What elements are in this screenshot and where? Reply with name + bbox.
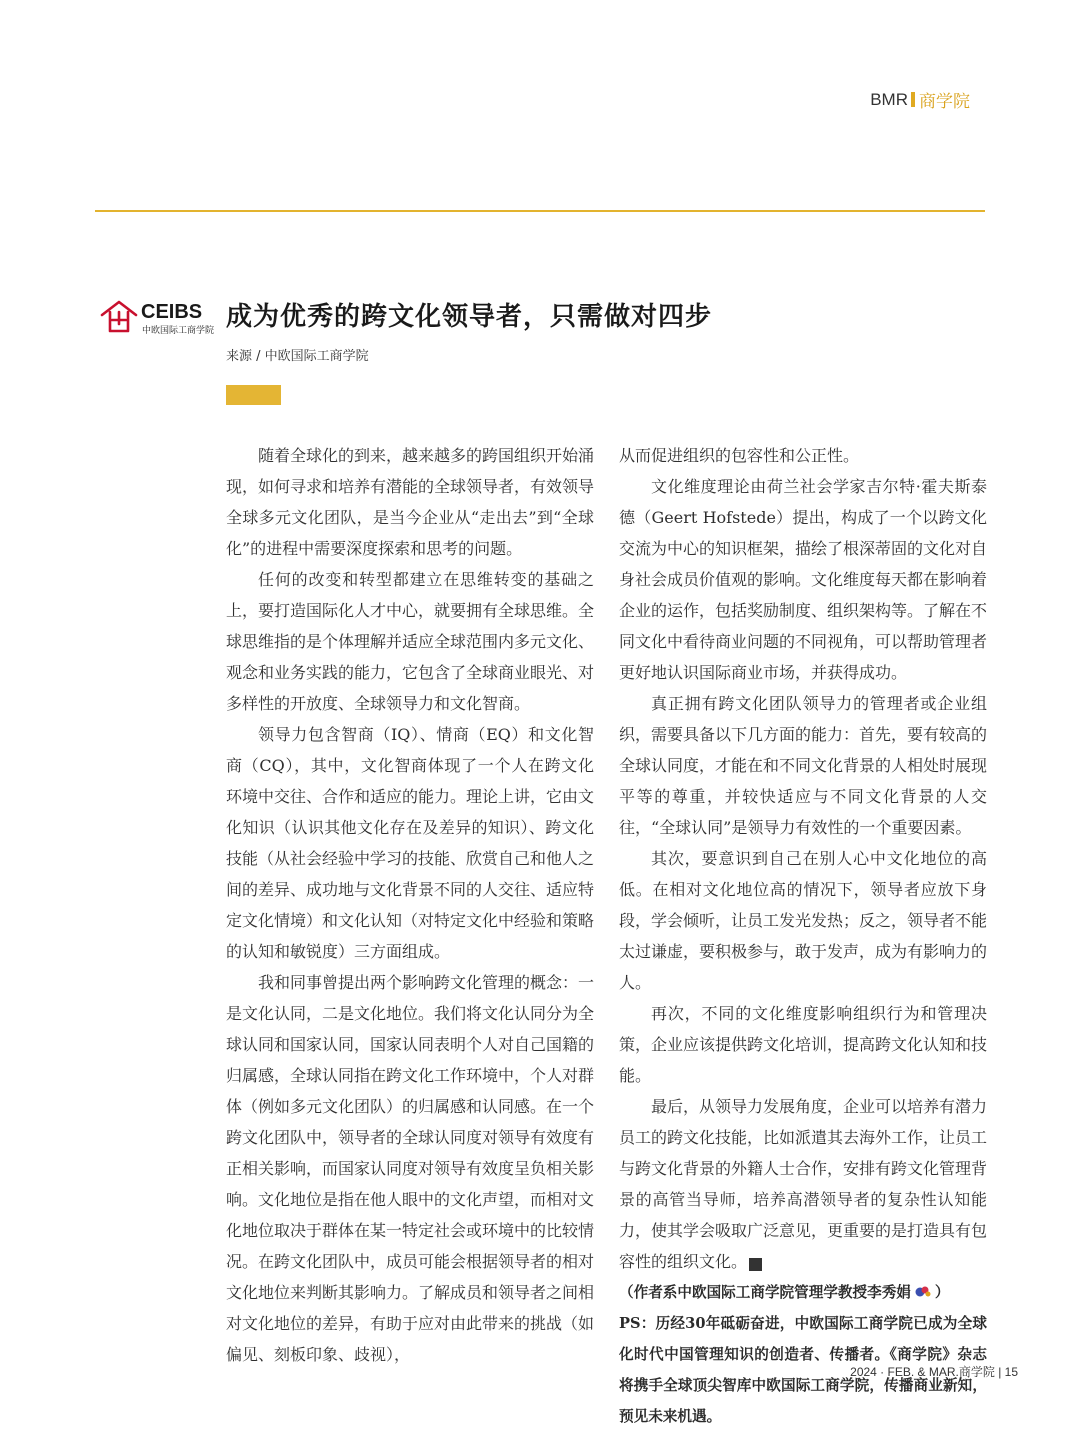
body-paragraph: 任何的改变和转型都建立在思维转变的基础之上，要打造国际化人才中心，就要拥有全球思维。全球思维指的是个体理解并适应全球范围内多元文化、观念和业务实践的能力，它包含了全球商业眼光、对多样性的开放度、全球领导力和文化智商。 <box>226 570 595 713</box>
author-note-text: （作者系中欧国际工商学院管理学教授李秀娟 <box>619 1284 911 1301</box>
magazine-brand <box>870 87 970 112</box>
accent-block <box>226 385 281 405</box>
body-paragraph-last <box>619 1091 987 1277</box>
body-paragraph: 真正拥有跨文化团队领导力的管理者或企业组织，需要具备以下几方面的能力：首先，要有较高的全球认同度，才能在和不同文化背景的人相处时展现平等的尊重，并较快适应与不同文化背景的人交往，“全球认同”是领导力有效性的一个重要因素。 <box>619 694 988 837</box>
page-footer: 2024 · FEB. & MAR.商学院 | 15 <box>850 1365 1018 1379</box>
body-paragraph: 领导力包含智商（IQ）、情商（EQ）和文化智商（CQ），其中，文化智商体现了一个人在跨文化环境中交往、合作和适应的能力。理论上讲，它由文化知识（认识其他文化存在及差异的知识）、跨文化技能（从社会经验中学习的技能、欣赏自己和他人之间的差异、成功地与文化背景不同的人交往、适应特定文化情境）和文化认知（对特定文化中经验和策略的认知和敏锐度）三方面组成。 <box>226 725 595 961</box>
author-note-close: ） <box>934 1284 950 1301</box>
author-note <box>619 1277 987 1308</box>
ceibs-logo-icon <box>100 298 225 338</box>
brand-name: BMR <box>870 89 908 109</box>
article-source: 来源 / 中欧国际工商学院 <box>226 349 369 364</box>
body-paragraph: 随着全球化的到来，越来越多的跨国组织开始涌现，如何寻求和培养有潜能的全球领导者，有效领导全球多元文化团队，是当今企业从“走出去”到“全球化”的进程中需要深度探索和思考的问题。 <box>226 446 595 558</box>
left-column <box>226 440 594 1370</box>
body-paragraph: 我和同事曾提出两个影响跨文化管理的概念：一是文化认同，二是文化地位。我们将文化认同分为全球认同和国家认同，国家认同表明个人对自己国籍的归属感，全球认同指在跨文化工作环境中，个人对群体（例如多元文化团队）的归属感和认同感。在一个跨文化团队中，领导者的全球认同度对领导有效度有正相关影响，而国家认同度对领导有效度呈负相关影响。文化地位是指在他人眼中的文化声望，而相对文化地位取决于群体在某一特定社会或环境中的比较情况。在跨文化团队中，成员可能会根据领导者的相对文化地位来判断其影响力。了解成员和领导者之间相对文化地位的差异，有助于应对由此带来的挑战（如偏见、刻板印象、歧视）， <box>226 973 595 1364</box>
section-name: 商学院 <box>919 92 970 111</box>
paragraph-text: 最后，从领导力发展角度，企业可以培养有潜力员工的跨文化技能，比如派遣其去海外工作，让员工与跨文化背景的外籍人士合作，安排有跨文化管理背景的高管当导师，培养高潜领导者的复杂性认知能力，使其学会吸取广泛意见，更重要的是打造具有包容性的组织文化。 <box>619 1097 988 1271</box>
body-paragraph: 从而促进组织的包容性和公正性。 <box>619 446 860 465</box>
body-paragraph: 文化维度理论由荷兰社会学家吉尔特·霍夫斯泰德（Geert Hofstede）提出，构成了一个以跨文化交流为中心的知识框架，描绘了根深蒂固的文化对自身社会成员价值观的影响。文化维度每天都在影响着企业的运作，包括奖励制度、组织架构等。了解在不同文化中看待商业问题的不同视角，可以帮助管理者更好地认识国际商业市场，并获得成功。 <box>619 477 988 682</box>
body-paragraph: 其次，要意识到自己在别人心中文化地位的高低。在相对文化地位高的情况下，领导者应放下身段，学会倾听，让员工发光发热；反之，领导者不能太过谦虚，要积极参与，敢于发声，成为有影响力的人。 <box>619 849 988 992</box>
logo-subtitle: 中欧国际工商学院 <box>142 326 215 336</box>
body-paragraph: 再次，不同的文化维度影响组织行为和管理决策，企业应该提供跨文化培训，提高跨文化认知和技能。 <box>619 1004 988 1085</box>
end-mark-icon: 商 <box>749 1258 762 1271</box>
logo-text: CEIBS <box>141 301 203 323</box>
brand-divider <box>911 92 915 107</box>
ceibs-logo <box>100 298 225 338</box>
right-column <box>619 440 987 1432</box>
header-rule <box>95 210 985 212</box>
ps-note: PS：历经30年砥砺奋进，中欧国际工商学院已成为全球化时代中国管理知识的创造者、传播者。《商学院》杂志将携手全球顶尖智库中欧国际工商学院，传播商业新知，预见未来机遇。 <box>619 1315 987 1425</box>
flower-icon <box>913 1284 933 1300</box>
article-title: 成为优秀的跨文化领导者，只需做对四步 <box>226 302 713 332</box>
